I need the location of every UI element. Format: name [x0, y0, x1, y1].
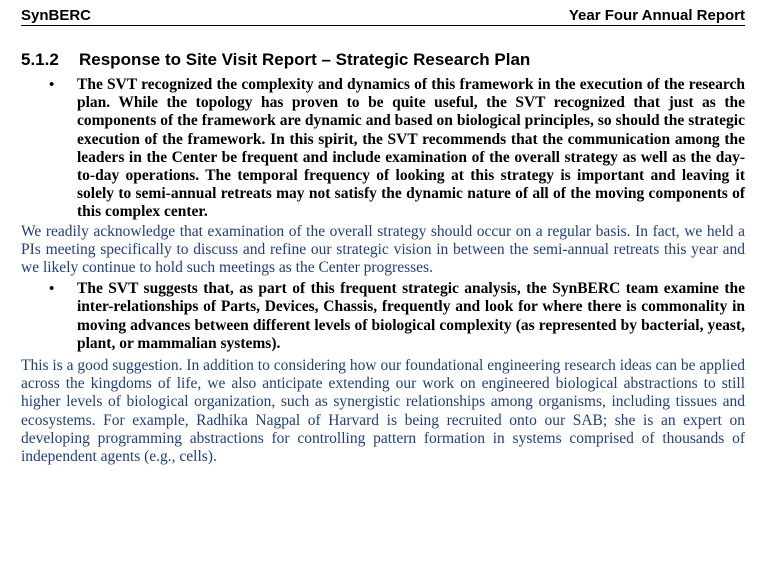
- section-number: 5.1.2: [21, 50, 59, 69]
- bullet-icon: •: [49, 281, 55, 298]
- response-paragraph-2: This is a good suggestion. In addition to considering how our foundational engineering research ideas can be applied across the kingdoms of life, we also anticipate extending our work on engineered biological abstractions to still higher levels of biological organization, such as synergistic relationships among organisms, including tissues and ecosystems. For example, Radhika Nagpal of Harvard is being recruited onto our SAB; she is an expert on developing programming abstractions for controlling pattern formation in systems comprised of thousands of independent agents (e.g., cells).: [21, 357, 746, 466]
- header-org-name: SynBERC: [21, 7, 92, 24]
- section-heading: [21, 50, 745, 70]
- bullet-icon: •: [49, 77, 55, 93]
- svt-comment-1: [49, 76, 745, 222]
- page-header: [21, 0, 745, 26]
- svt-comment-2: [49, 280, 745, 353]
- svt-comment-text: The SVT suggests that, as part of this frequent strategic analysis, the SynBERC team examine the inter-relationships of Parts, Devices, Chassis, frequently and look for where there is commonality in moving advances between different levels of biological complexity (as represented by bacterial, yeast, plant, or mammalian systems).: [77, 280, 745, 352]
- response-paragraph-1: We readily acknowledge that examination of the overall strategy should occur on a regular basis. In fact, we held a PIs meeting specifically to discuss and refine our strategic vision in between the semi-annual retreats this year and we likely continue to hold such meetings as the Center progresses.: [21, 222, 745, 277]
- svt-comment-text: The SVT recognized the complexity and dynamics of this framework in the execution of the research plan. While the topology has proven to be quite useful, the SVT recognized that just as the components of the framework are dynamic and based on biological principles, so should the strategic execution of the framework. In this spirit, the SVT recommends that the communication among the leaders in the Center be frequent and include examination of the overall strategy as well as the day-to-day operations. The temporal frequency of looking at this strategy is important and leaving it solely to semi-annual retreats may not satisfy the dynamic nature of all of the moving components of this complex center.: [77, 76, 745, 221]
- section-title: Response to Site Visit Report – Strategic Research Plan: [79, 50, 531, 69]
- header-report-title: Year Four Annual Report: [568, 7, 745, 24]
